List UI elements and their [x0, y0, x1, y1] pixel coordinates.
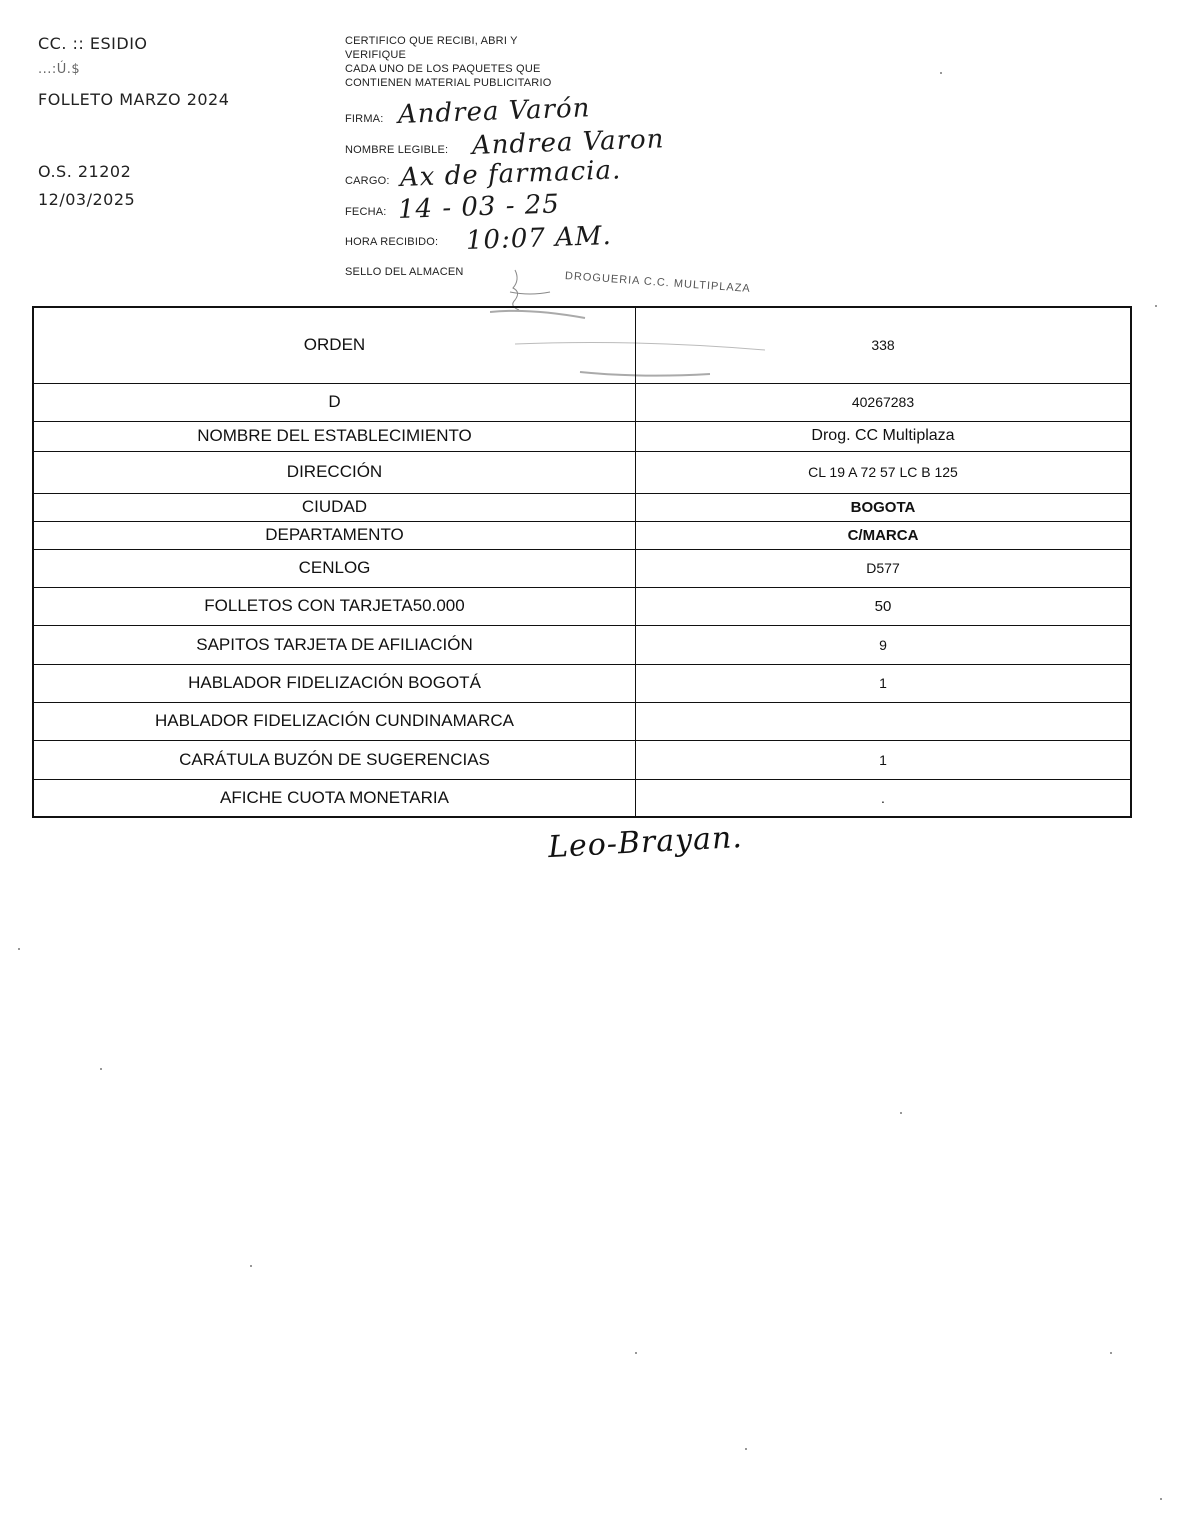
row-value: 1 — [636, 740, 1132, 779]
fecha-handwritten: 14 - 03 - 25 — [397, 189, 561, 225]
scan-speck — [1160, 1498, 1162, 1500]
row-label: DIRECCIÓN — [33, 451, 636, 493]
row-label: HABLADOR FIDELIZACIÓN BOGOTÁ — [33, 664, 636, 702]
row-value: BOGOTA — [636, 493, 1132, 521]
header-line-1: CC. :: ESIDIO — [38, 34, 148, 53]
scan-speck — [900, 1112, 902, 1114]
service-order: O.S. 21202 — [38, 162, 132, 181]
row-label: HABLADOR FIDELIZACIÓN CUNDINAMARCA — [33, 702, 636, 740]
cert-line: CONTIENEN MATERIAL PUBLICITARIO — [345, 77, 552, 89]
row-label: FOLLETOS CON TARJETA50.000 — [33, 587, 636, 625]
row-value: C/MARCA — [636, 521, 1132, 549]
document-date: 12/03/2025 — [38, 190, 136, 209]
fecha-label: FECHA: — [345, 206, 387, 218]
scan-speck — [745, 1448, 747, 1450]
table-row — [33, 307, 1131, 383]
table-row — [33, 521, 1131, 549]
table-row — [33, 549, 1131, 587]
nombre-label: NOMBRE LEGIBLE: — [345, 144, 449, 156]
row-value: CL 19 A 72 57 LC B 125 — [636, 451, 1132, 493]
cargo-handwritten: Ax de farmacia. — [399, 155, 622, 193]
table-row — [33, 493, 1131, 521]
firma-handwritten: Andrea Varón — [397, 93, 591, 130]
row-label: NOMBRE DEL ESTABLECIMIENTO — [33, 421, 636, 451]
nombre-handwritten: Andrea Varon — [471, 124, 665, 161]
cert-line: VERIFIQUE — [345, 49, 407, 61]
scan-speck — [250, 1265, 252, 1267]
cert-line: CERTIFICO QUE RECIBI, ABRI Y — [345, 35, 518, 47]
row-value: 40267283 — [636, 383, 1132, 421]
stamp-text: DROGUERIA C.C. MULTIPLAZA — [564, 270, 752, 295]
table-row — [33, 383, 1131, 421]
row-value: 1 — [636, 664, 1132, 702]
scan-speck — [1155, 305, 1157, 307]
row-label: DEPARTAMENTO — [33, 521, 636, 549]
row-label: ORDEN — [33, 307, 636, 383]
handwritten-signature: Leo-Brayan. — [547, 819, 744, 866]
scan-speck — [635, 1352, 637, 1354]
scan-speck — [1110, 1352, 1112, 1354]
cert-line: CADA UNO DE LOS PAQUETES QUE — [345, 63, 541, 75]
scan-speck — [940, 72, 942, 74]
row-label: SAPITOS TARJETA DE AFILIACIÓN — [33, 625, 636, 664]
scan-speck — [100, 1068, 102, 1070]
row-value: Drog. CC Multiplaza — [636, 421, 1132, 451]
sello-label: SELLO DEL ALMACEN — [345, 266, 464, 278]
table-row — [33, 587, 1131, 625]
order-table — [32, 306, 1132, 818]
row-value: 9 — [636, 625, 1132, 664]
brochure-title: FOLLETO MARZO 2024 — [38, 90, 230, 109]
certificate-text — [345, 34, 551, 90]
cargo-label: CARGO: — [345, 175, 390, 187]
table-row — [33, 451, 1131, 493]
table-row — [33, 740, 1131, 779]
row-label: CARÁTULA BUZÓN DE SUGERENCIAS — [33, 740, 636, 779]
hora-label: HORA RECIBIDO: — [345, 236, 439, 248]
row-label: D — [33, 383, 636, 421]
table-row — [33, 779, 1131, 817]
row-value: D577 — [636, 549, 1132, 587]
table-row — [33, 702, 1131, 740]
row-label: CENLOG — [33, 549, 636, 587]
table-row — [33, 421, 1131, 451]
header-line-2: ...:Ú.$ — [38, 62, 81, 77]
row-value — [636, 702, 1132, 740]
firma-label: FIRMA: — [345, 113, 384, 125]
row-label: AFICHE CUOTA MONETARIA — [33, 779, 636, 817]
table-row — [33, 625, 1131, 664]
row-value: . — [636, 779, 1132, 817]
row-value: 338 — [636, 307, 1132, 383]
hora-handwritten: 10:07 AM. — [465, 220, 613, 256]
table-row — [33, 664, 1131, 702]
row-label: CIUDAD — [33, 493, 636, 521]
scan-speck — [18, 948, 20, 950]
row-value: 50 — [636, 587, 1132, 625]
